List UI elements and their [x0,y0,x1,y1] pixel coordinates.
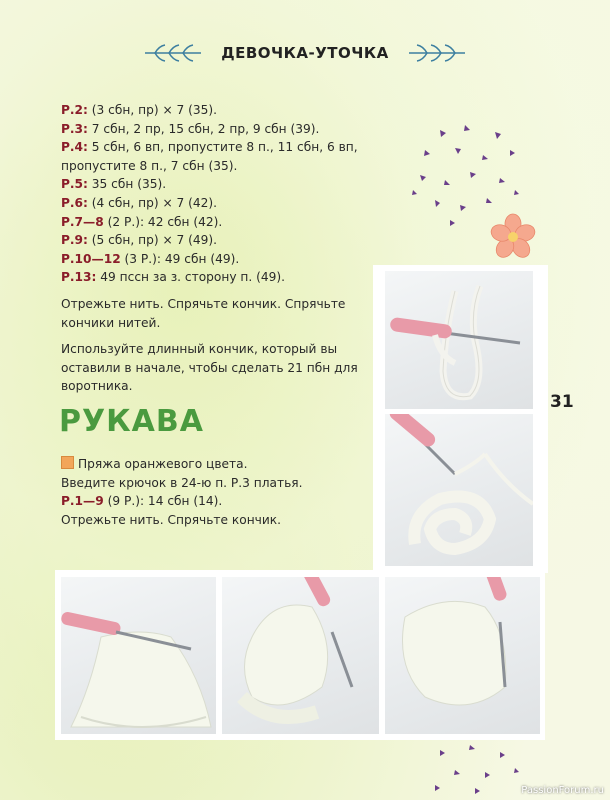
knitted-skirt-icon [61,577,216,734]
step-photo-4 [222,577,379,734]
hook-with-chain-icon [385,414,533,566]
row-13: Р.13: 49 пссн за з. сторону п. (49). [61,270,286,285]
page-title: ДЕВОЧКА-УТОЧКА [221,44,389,62]
right-sprig-icon [407,42,467,64]
row-4: Р.4: 5 сбн, 6 вп, пропустите 8 п., 11 сбн, 6 вп, пропустите 8 п., 7 сбн (35). [61,140,358,173]
sleeve-instructions [61,455,371,529]
flower-icon [488,212,538,262]
step-photo-2 [385,414,533,566]
yarn-color-icon [61,456,74,469]
yarn-note: Пряжа оранжевого цвета. [61,455,371,474]
page-number: 31 [550,392,574,412]
paragraph-collar: Используйте длинный кончик, который вы оставили в начале, чтобы сделать 21 пбн для воротника. [61,342,358,394]
sleeve-finish: Отрежьте нить. Спрячьте кончик. [61,512,282,527]
step-photo-5 [385,577,540,734]
instructions-block [61,101,371,396]
page-header [0,38,610,68]
row-3: Р.3: 7 сбн, 2 пр, 15 сбн, 2 пр, 9 сбн (39). [61,121,320,136]
row-9: Р.9: (5 сбн, пр) × 7 (49). [61,233,218,248]
row-5: Р.5: 35 сбн (35). [61,177,167,192]
row-7-8: Р.7—8 (2 Р.): 42 сбн (42). [61,214,223,229]
section-title: РУКАВА [59,404,204,439]
knitted-sleeve-icon [222,577,379,734]
row-2: Р.2: (3 сбн, пр) × 7 (35). [61,103,218,117]
hook-with-loop-icon [385,271,533,409]
sleeve-row-1-9: Р.1—9 (9 Р.): 14 сбн (14). [61,494,223,509]
sleeve-intro: Введите крючок в 24-ю п. Р.3 платья. [61,475,303,490]
step-photo-1 [385,271,533,409]
knitted-piece-icon [385,577,540,734]
step-photo-3 [61,577,216,734]
row-10-12: Р.10—12 (3 Р.): 49 сбн (49). [61,251,240,266]
watermark: PassionForum.ru [521,785,604,796]
row-6: Р.6: (4 сбн, пр) × 7 (42). [61,195,218,210]
left-sprig-icon [143,42,203,64]
paragraph-cut-yarn: Отрежьте нить. Спрячьте кончик. Спрячьте кончики нитей. [61,296,346,330]
